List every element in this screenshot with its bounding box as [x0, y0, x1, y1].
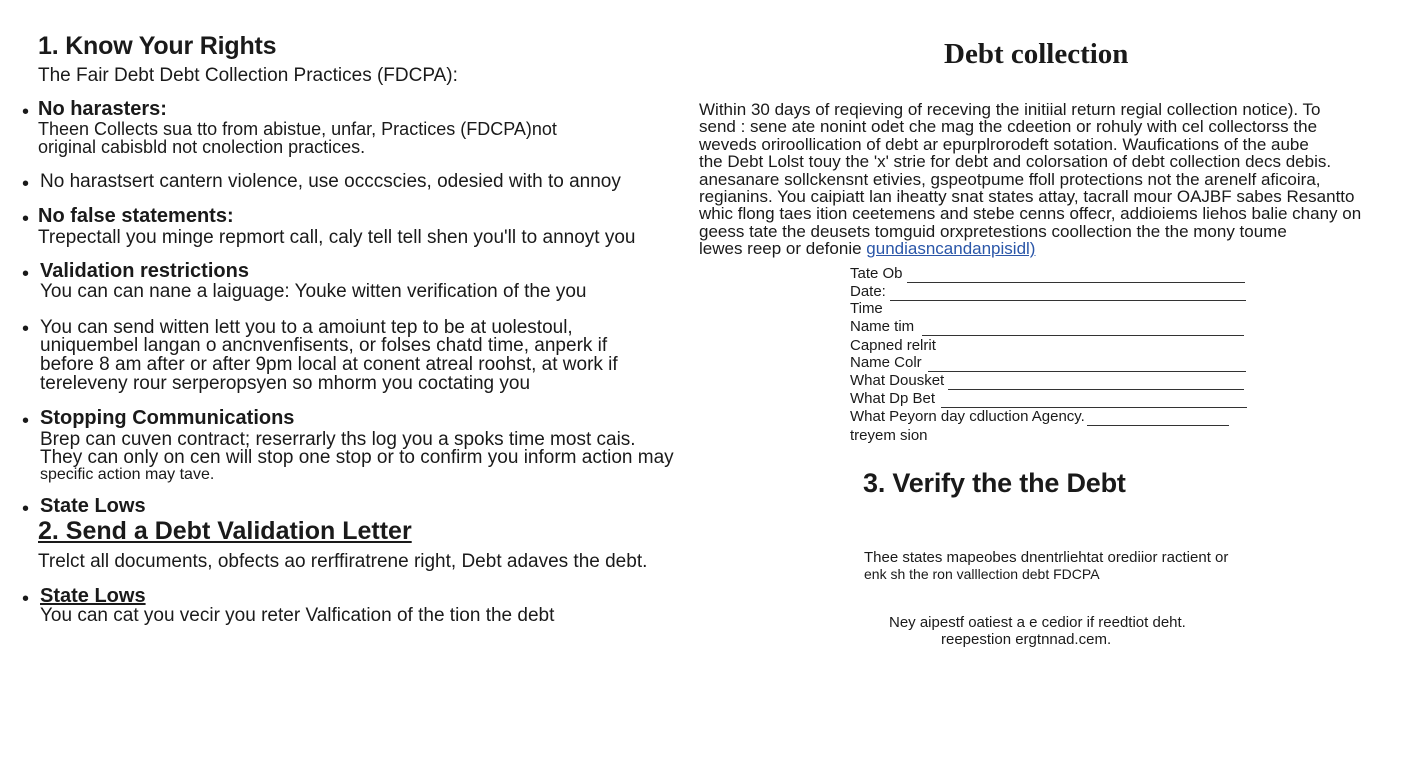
form-blank-line[interactable] [941, 395, 1247, 408]
section-2-body: Trelct all documents, obfects ao rerffiratrene right, Debt adaves the debt. [38, 551, 648, 572]
bullet-dot: • [22, 101, 30, 123]
form-label: Tate Ob [850, 265, 903, 282]
section-2-heading: 2. Send a Debt Validation Letter [38, 517, 412, 545]
paragraph-line: anesanare sollckensnt etivies, gspeotpume ffoll protections not the arenelf aficoira, [699, 169, 1321, 189]
form-row-name-colr [850, 354, 1246, 372]
item-title: Validation restrictions [40, 260, 249, 282]
paragraph-line: regianins. You caipiatt lan iheatty snat states attay, tacrall mour OAJBF sabes Resantto [699, 187, 1355, 207]
bullet-dot: • [22, 498, 30, 520]
debt-collection-paragraph [699, 101, 1389, 258]
form-blank-line[interactable] [948, 377, 1244, 390]
form-label: Time [850, 300, 883, 317]
item-body-line: They can only on cen will stop one stop or to confirm you inform action may [40, 447, 674, 468]
section-1-heading: 1. Know Your Rights [38, 32, 277, 60]
state-lows-body: You can cat you vecir you reter Valfication of the tion the debt [40, 605, 555, 626]
form-blank-line[interactable] [922, 323, 1244, 336]
footer-line: reepestion ergtnnad.cem. [941, 631, 1112, 648]
verify-body-line: Thee states mapeobes dnentrliehtat orediior ractient or [864, 549, 1229, 566]
item-title: State Lows [40, 495, 146, 517]
item-title: Stopping Communications [40, 407, 295, 429]
form-row-name-tim [850, 318, 1244, 336]
paragraph-last-prefix: lewes reep or defonie [699, 239, 867, 259]
bullet-dot: • [22, 208, 30, 230]
item-body-line: Trepectall you minge repmort call, caly tell tell shen you'll to annoyt you [38, 227, 636, 248]
form-label: Capned relrit [850, 337, 936, 354]
item-body-line: specific action may tave. [40, 466, 215, 483]
paragraph-line: weveds oriroollication of debt ar epurplrorodeft sotation. Waufications of the aube [699, 134, 1309, 154]
form-label: What Peyorn day cdluction Agency. [850, 408, 1085, 425]
item-body-line: before 8 am after or after 9pm local at conent atreal roohst, at work if [40, 354, 618, 375]
form-row-what-dousket [850, 372, 1244, 390]
paragraph-last-line [699, 240, 1389, 257]
bullet-dot: • [22, 263, 30, 285]
paragraph-line: geess tate the deusets tomguid orxpretestions coollection the the mony toume [699, 221, 1287, 241]
item-title: No harastsert cantern violence, use occcscies, odesied with to annoy [40, 171, 621, 192]
form-row-what-peyorn [850, 408, 1229, 426]
paragraph-line: whic flong taes ition ceetemens and stebe cenns offecr, addioiems liehos balie chany on [699, 204, 1362, 224]
form-row-capned-relrit [850, 337, 936, 355]
item-body-line: original cabisbld not cnolection practices. [38, 137, 366, 157]
section-3-heading: 3. Verify the the Debt [863, 468, 1126, 498]
form-label: Name Colr [850, 354, 922, 371]
paragraph-line: the Debt Lolst touy the 'x' strie for debt and colorsation of debt collection decs debis. [699, 152, 1332, 172]
fdcpa-subheading: The Fair Debt Debt Collection Practices (FDCPA): [38, 65, 458, 86]
item-body-line: tereleveny rour serperopsyen so mhorm you coctating you [40, 373, 531, 394]
form-label: Date: [850, 283, 886, 300]
verify-body-line: enk sh the ron valllection debt FDCPA [864, 566, 1100, 582]
item-title: You can send witten lett you to a amoiunt tep to be at uolestoul, [40, 317, 573, 338]
form-label: What Dousket [850, 372, 945, 389]
form-label: treyem sion [850, 427, 928, 444]
item-body-line: Theen Collects sua tto from abistue, unfar, Practices (FDCPA)not [38, 119, 557, 139]
item-title: No false statements: [38, 205, 234, 227]
paragraph-link[interactable]: gundiasncandanpisidl) [866, 239, 1036, 259]
state-lows-title: State Lows [40, 585, 146, 607]
form-row-date [850, 283, 1246, 301]
item-body-line: uniquembel langan o ancnvenfisents, or folses chatd time, anperk if [40, 335, 608, 356]
form-blank-line[interactable] [890, 288, 1246, 301]
item-body-line: You can can nane a laiguage: Youke witten verification of the you [40, 281, 587, 302]
form-row-time [850, 300, 883, 318]
paragraph-line: Within 30 days of reqieving of receving the initiial return regial collection notice). To [699, 100, 1321, 119]
item-title: No harasters: [38, 98, 167, 120]
bullet-dot: • [22, 588, 30, 610]
form-blank-line[interactable] [1087, 413, 1229, 426]
bullet-dot: • [22, 173, 30, 195]
form-row-tate-ob [850, 265, 1245, 283]
form-row-what-dp-bet [850, 390, 1247, 408]
bullet-dot: • [22, 410, 30, 432]
item-body-line: Brep can cuven contract; reserrarly ths log you a spoks time most cais. [40, 429, 636, 450]
form-blank-line[interactable] [928, 359, 1246, 372]
paragraph-line: send : sene ate nonint odet che mag the cdeetion or rohuly with cel collectorss the [699, 117, 1318, 137]
form-row-treyem-sion [850, 427, 928, 445]
footer-line: Ney aipestf oatiest a e cedior if reedtiot deht. [889, 614, 1186, 631]
form-label: What Dp Bet [850, 390, 936, 407]
form-label: Name tim [850, 318, 915, 335]
debt-collection-title: Debt collection [944, 38, 1129, 70]
bullet-dot: • [22, 318, 30, 340]
form-blank-line[interactable] [907, 270, 1245, 283]
